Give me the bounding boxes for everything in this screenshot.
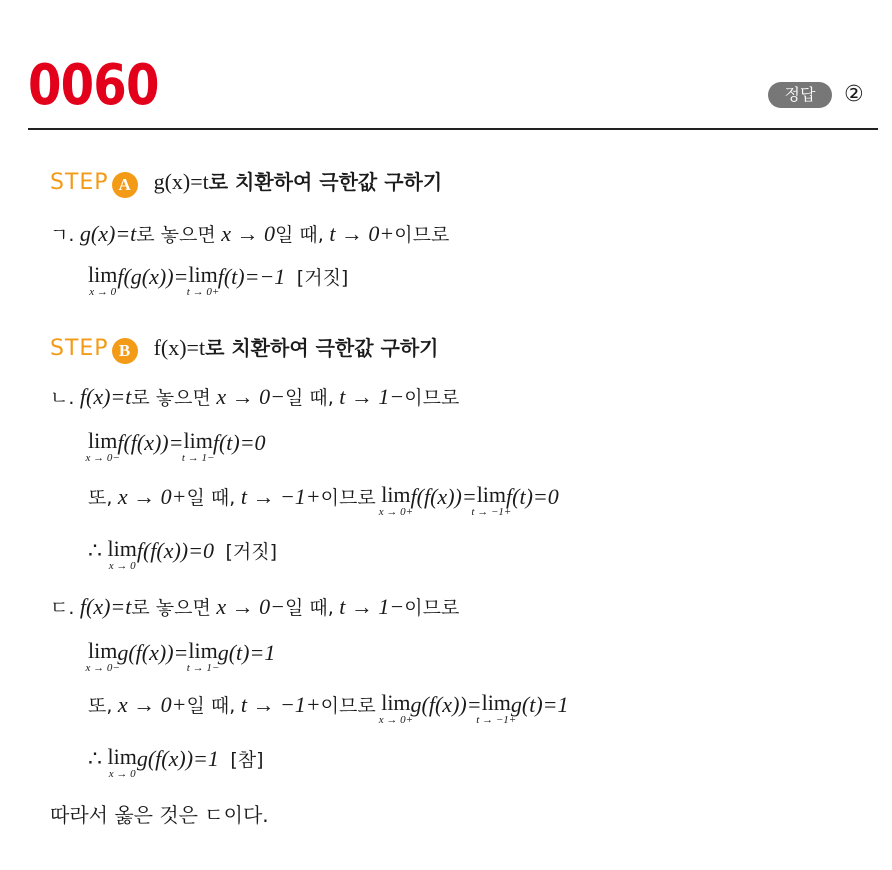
math: g(t)=1 <box>217 640 276 665</box>
step-letter-icon: A <box>112 172 138 198</box>
limit: lim x → 0− <box>85 638 120 674</box>
math: x → 0+ <box>117 692 187 717</box>
item-marker: ㄱ. <box>50 224 75 246</box>
math: g(t)=1 <box>510 692 569 717</box>
text: 또, <box>88 695 113 717</box>
math: f(t)=0 <box>212 430 266 455</box>
text: 일 때, <box>275 224 324 246</box>
math: f(f(x))= <box>410 484 477 509</box>
math: g(f(x))= <box>410 692 482 717</box>
text: 이므로 <box>394 224 450 246</box>
limit: lim t → 1− <box>186 638 220 674</box>
conclusion: 따라서 옳은 것은 ㄷ이다. <box>50 803 269 827</box>
math: x → 0+ <box>117 484 187 509</box>
limit: lim x → 0 <box>88 262 118 298</box>
math: x → 0 <box>221 221 276 246</box>
limit: lim x → 0 <box>107 536 137 572</box>
answer-value: ② <box>844 82 864 107</box>
math: g(f(x))= <box>117 640 189 665</box>
step-title: 로 치환하여 극한값 구하기 <box>205 336 439 360</box>
step-a-heading <box>50 166 442 199</box>
math: f(t)=−1 <box>217 264 286 289</box>
text: 일 때, <box>285 597 334 619</box>
math: t → −1+ <box>240 484 321 509</box>
item-a-line-1 <box>50 219 449 250</box>
math: f(f(x))=0 <box>136 538 214 563</box>
item-a-line-2 <box>88 262 349 298</box>
limit: lim x → 0 <box>107 744 137 780</box>
text: 일 때, <box>186 487 236 509</box>
math: t → −1+ <box>240 692 321 717</box>
math: g(x)=t <box>79 221 137 246</box>
limit: lim t → −1+ <box>471 482 512 518</box>
text: 일 때, <box>285 387 334 409</box>
math: g(f(x))=1 <box>136 746 219 771</box>
item-marker: ㄴ. <box>50 387 75 409</box>
math: t → 1− <box>339 384 405 409</box>
math: x → 0− <box>216 384 285 409</box>
item-marker: ㄷ. <box>50 597 75 619</box>
item-b-line-3 <box>88 482 559 518</box>
math: f(x)=t <box>79 384 132 409</box>
step-math: f(x)=t <box>153 335 206 360</box>
limit: lim x → 0+ <box>378 482 414 518</box>
step-label: STEP <box>50 170 109 195</box>
step-title: 로 치환하여 극한값 구하기 <box>208 170 443 194</box>
step-letter-icon: B <box>112 338 138 364</box>
verdict-tag: [거짓] <box>296 267 349 289</box>
limit: lim x → 0− <box>85 428 120 464</box>
math: f(g(x))= <box>117 264 189 289</box>
math: f(t)=0 <box>506 484 559 509</box>
item-b-line-1 <box>50 382 459 413</box>
limit: lim x → 0+ <box>378 690 414 726</box>
item-c-line-1 <box>50 592 459 623</box>
item-c-line-3 <box>88 690 569 726</box>
item-c-line-4 <box>88 744 264 780</box>
text: 이므로 <box>404 597 460 619</box>
text: 이므로 <box>320 695 376 717</box>
header-rule <box>28 128 878 130</box>
text: 일 때, <box>186 695 236 717</box>
step-b-heading <box>50 332 439 365</box>
math: f(x)=t <box>79 594 132 619</box>
text: 로 놓으면 <box>131 597 211 619</box>
text: 이므로 <box>320 487 376 509</box>
verdict-tag: [참] <box>230 749 264 771</box>
item-b-line-2 <box>85 428 266 464</box>
math: x → 0− <box>216 594 285 619</box>
item-c-line-2 <box>85 638 276 674</box>
text: 또, <box>88 487 113 509</box>
limit: lim t → 0+ <box>186 262 220 298</box>
math: t → 1− <box>339 594 405 619</box>
problem-number: 0060 <box>28 53 159 118</box>
therefore-icon: ∴ <box>88 746 102 771</box>
math: f(f(x))= <box>117 430 184 455</box>
step-label: STEP <box>50 336 109 361</box>
therefore-icon: ∴ <box>88 538 102 563</box>
text: 로 놓으면 <box>136 224 216 246</box>
limit: lim t → −1+ <box>476 690 517 726</box>
verdict-tag: [거짓] <box>225 541 278 563</box>
step-math: g(x)=t <box>153 169 209 194</box>
text: 로 놓으면 <box>131 387 211 409</box>
limit: lim t → 1− <box>181 428 215 464</box>
answer-badge: 정답 <box>768 82 832 108</box>
math: t → 0+ <box>329 221 395 246</box>
item-b-line-4 <box>88 536 278 572</box>
text: 이므로 <box>404 387 460 409</box>
